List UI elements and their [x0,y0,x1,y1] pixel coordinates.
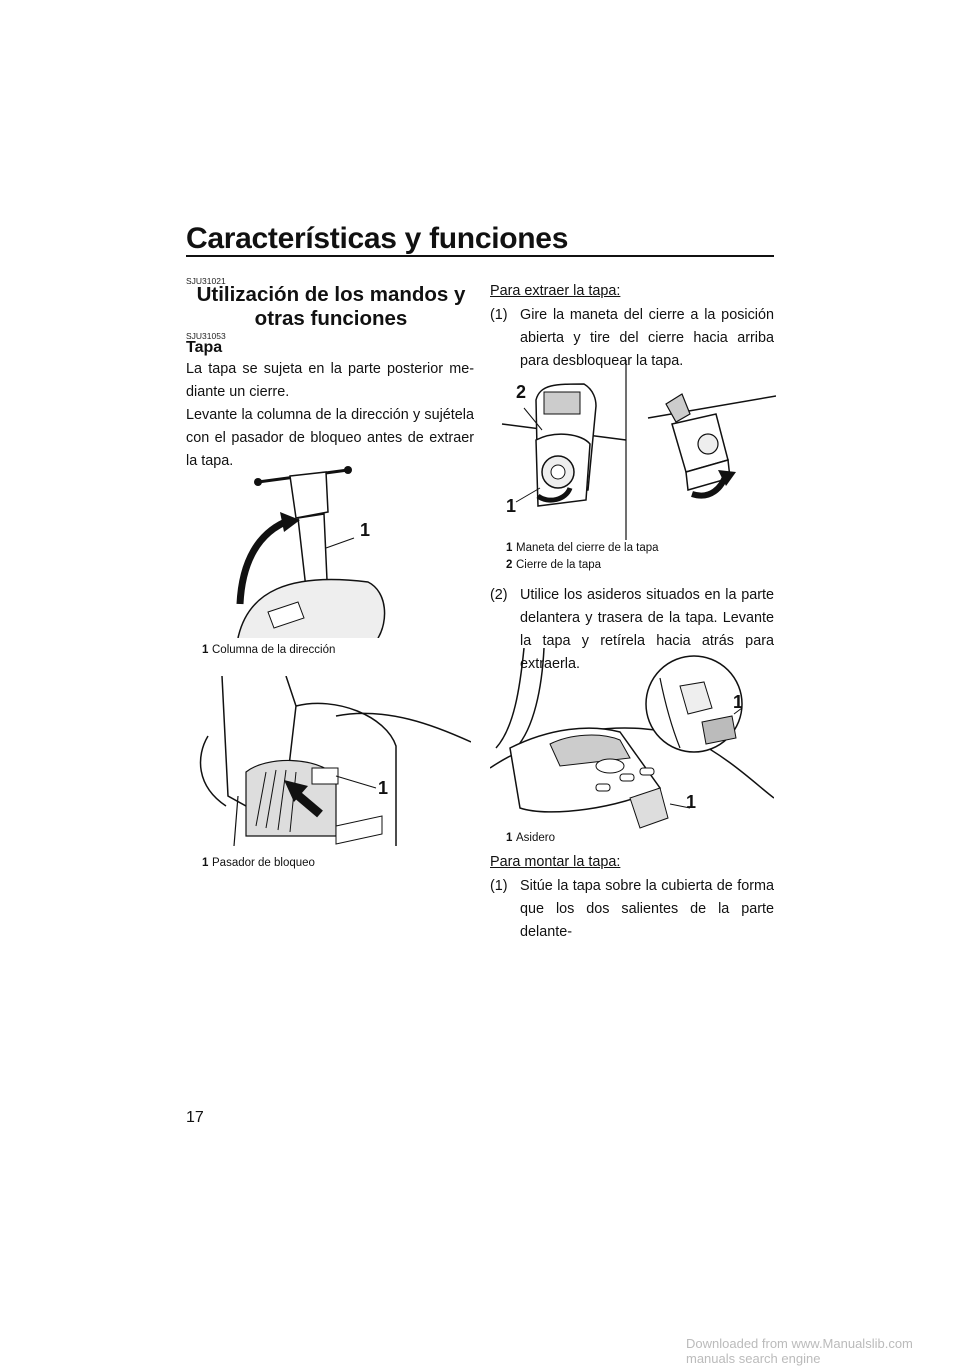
figure-lock-pin [186,676,471,848]
figure-callout-1: 1 [378,778,389,798]
step-number: (1) [490,878,508,894]
caption-text: Columna de la dirección [212,644,336,656]
step-text: Utilice los asideros situados en la parte delantera y trasera de la tapa. Levante la tapa y retírela hacia atrás para extraerla. [520,587,774,672]
page-header-title: Características y funciones [186,222,569,255]
caption-number: 1 [202,644,209,656]
figure-callout-1: 1 [506,496,517,516]
figure-caption-latch-2 [506,557,601,573]
remove-heading: Para extraer la tapa: [490,283,621,299]
caption-number: 2 [506,559,513,571]
step-text-line-1: Sitúe la tapa sobre la cubierta de forma [520,878,774,894]
subsection-title: Tapa [186,339,223,356]
figure-callout-1a: 1 [733,692,744,712]
intro-paragraph-1b: diante un cierre. [186,384,290,400]
figure-steering-column [228,462,388,638]
step-text-line-2: que los dos salientes de la parte delante- [520,901,774,940]
caption-number: 1 [506,832,513,844]
intro-paragraph-1a: La tapa se sujeta en la parte posterior me- [186,361,474,377]
caption-number: 1 [202,857,209,869]
figure-callout-1b: 1 [686,792,697,812]
figure-latch [496,360,776,540]
remove-step-2 [490,584,774,672]
caption-text: Cierre de la tapa [516,559,602,571]
subsection-code: SJU31053 [186,331,226,341]
step-text: Gire la maneta del cierre a la posición abierta y tire del cierre hacia arriba para desbloquear la tapa. [520,307,774,369]
figure-caption-lock-pin [202,855,315,871]
figure-callout-2: 2 [516,382,527,402]
step-number: (2) [490,587,508,603]
footer-watermark: Downloaded from www.Manualslib.com manuals search engine [686,1336,913,1366]
step-number: (1) [490,307,508,323]
section-title: Utilización de los mandos y otras funciones [196,283,466,330]
caption-number: 1 [506,542,513,554]
caption-text: Maneta del cierre de la tapa [516,542,659,554]
intro-paragraph-2: Levante la columna de la dirección y sujétela con el pasador de bloqueo antes de extraer la tapa. [186,407,474,469]
header-rule [186,255,774,257]
section-code: SJU31021 [186,276,226,286]
caption-text: Pasador de bloqueo [212,857,315,869]
figure-handles [490,648,774,830]
figure-caption-handles [506,830,555,846]
install-step-1 [490,875,774,940]
figure-caption-latch-1 [506,540,659,556]
figure-caption-steering-column [202,642,335,658]
page-number: 17 [186,1109,204,1126]
install-heading: Para montar la tapa: [490,854,621,870]
figure-callout-1: 1 [360,520,371,540]
caption-text: Asidero [516,832,555,844]
